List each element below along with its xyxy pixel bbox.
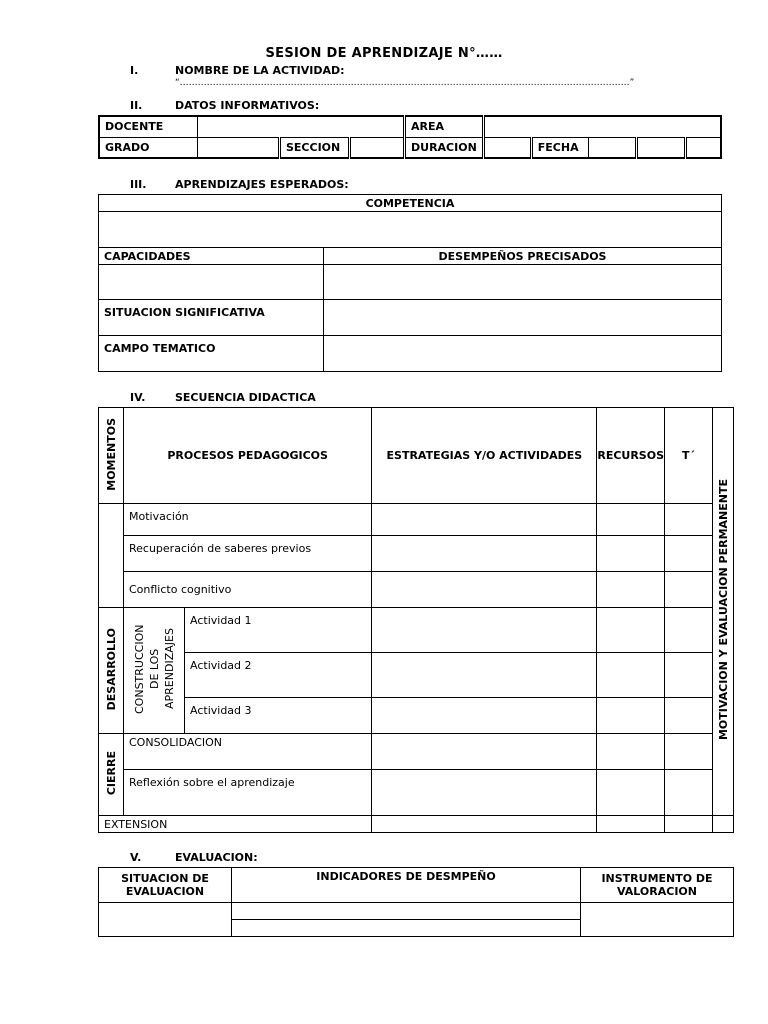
cell[interactable] [665, 536, 713, 572]
momentos-header: MOMENTOS [104, 417, 118, 491]
duracion-label: DURACION [405, 137, 484, 158]
cell[interactable] [665, 504, 713, 536]
cell[interactable] [372, 608, 597, 653]
section-1-label: NOMBRE DE LA ACTIVIDAD: [175, 64, 345, 77]
cell[interactable] [597, 698, 665, 734]
recursos-header: RECURSOS [597, 408, 665, 504]
section-2-number: II. [130, 99, 143, 112]
cell[interactable] [372, 734, 597, 770]
cell[interactable] [665, 770, 713, 816]
desarrollo-cell [99, 608, 124, 734]
actividad-1: Actividad 1 [185, 608, 372, 653]
evaluacion-table [98, 867, 734, 937]
capacidades-header: CAPACIDADES [99, 248, 324, 265]
motivacion-evaluacion-label: MOTIVACION Y EVALUACION PERMANENTE [716, 479, 730, 741]
situacion-value[interactable] [324, 300, 722, 336]
indicadores-header: INDICADORES DE DESMPEÑO [232, 868, 581, 903]
cell[interactable] [372, 698, 597, 734]
fecha-label: FECHA [531, 137, 588, 158]
secuencia-table [98, 407, 734, 833]
inicio-item-2: Recuperación de saberes previos [124, 536, 372, 572]
indicador-1[interactable] [232, 903, 581, 920]
cell[interactable] [597, 504, 665, 536]
cell[interactable] [372, 816, 597, 833]
capacidades-value[interactable] [99, 265, 324, 300]
cell[interactable] [597, 653, 665, 698]
procesos-header: PROCESOS PEDAGOGICOS [124, 408, 372, 504]
motivacion-evaluacion-cell [713, 408, 734, 816]
campo-value[interactable] [324, 336, 722, 372]
docente-label: DOCENTE [99, 116, 198, 137]
section-4-label: SECUENCIA DIDACTICA [175, 391, 316, 404]
docente-value[interactable] [198, 116, 405, 137]
cell[interactable] [372, 572, 597, 608]
actividad-2: Actividad 2 [185, 653, 372, 698]
grado-value[interactable] [198, 137, 280, 158]
activity-name-blank: “……………………………………………………………………………………………………………………………………” [175, 78, 635, 88]
cell[interactable] [597, 734, 665, 770]
cell[interactable] [597, 816, 665, 833]
situacion-label: SITUACION SIGNIFICATIVA [99, 300, 324, 336]
section-2-label: DATOS INFORMATIVOS: [175, 99, 320, 112]
tiempo-header: T´ [665, 408, 713, 504]
competencia-header: COMPETENCIA [99, 195, 722, 212]
inicio-moment-cell [99, 504, 124, 608]
area-label: AREA [405, 116, 484, 137]
momentos-header-cell [99, 408, 124, 504]
section-3-label: APRENDIZAJES ESPERADOS: [175, 178, 349, 191]
cell[interactable] [665, 734, 713, 770]
extension-label: EXTENSION [99, 816, 372, 833]
competencia-value[interactable] [99, 212, 722, 248]
consolidacion-item: CONSOLIDACION [124, 734, 372, 770]
indicador-2[interactable] [232, 920, 581, 937]
desempenos-value[interactable] [324, 265, 722, 300]
cell[interactable] [665, 816, 713, 833]
desempenos-header: DESEMPEÑOS PRECISADOS [324, 248, 722, 265]
cell[interactable] [597, 608, 665, 653]
cell[interactable] [665, 698, 713, 734]
inicio-item-3: Conflicto cognitivo [124, 572, 372, 608]
instrumento-header: INSTRUMENTO DE VALORACION [581, 868, 734, 903]
reflexion-item: Reflexión sobre el aprendizaje [124, 770, 372, 816]
cell[interactable] [372, 504, 597, 536]
construccion-cell [124, 608, 185, 734]
duracion-value[interactable] [483, 137, 531, 158]
cell[interactable] [665, 572, 713, 608]
desarrollo-label: DESARROLLO [104, 627, 118, 711]
aprendizajes-table [98, 194, 722, 372]
section-4-number: IV. [130, 391, 146, 404]
seccion-label: SECCION [280, 137, 350, 158]
cell[interactable] [597, 770, 665, 816]
area-value[interactable] [483, 116, 721, 137]
page-title: SESION DE APRENDIZAJE N°…… [265, 46, 503, 61]
cell[interactable] [713, 816, 734, 833]
inicio-item-1: Motivación [124, 504, 372, 536]
cell[interactable] [372, 770, 597, 816]
fecha-year[interactable] [685, 137, 721, 158]
campo-label: CAMPO TEMATICO [99, 336, 324, 372]
grado-label: GRADO [99, 137, 198, 158]
situacion-evaluacion-header: SITUACION DE EVALUACION [99, 868, 232, 903]
cierre-cell [99, 734, 124, 816]
estrategias-header: ESTRATEGIAS Y/O ACTIVIDADES [372, 408, 597, 504]
construccion-label: CONSTRUCCION DE LOS APRENDIZAJES [132, 624, 176, 714]
cell[interactable] [665, 608, 713, 653]
seccion-value[interactable] [350, 137, 405, 158]
situacion-evaluacion-value[interactable] [99, 903, 232, 937]
section-5-label: EVALUACION: [175, 851, 258, 864]
cell[interactable] [665, 653, 713, 698]
instrumento-value[interactable] [581, 903, 734, 937]
section-3-number: III. [130, 178, 147, 191]
datos-table [98, 115, 722, 159]
section-1-number: I. [130, 64, 139, 77]
section-5-number: V. [130, 851, 142, 864]
fecha-month[interactable] [636, 137, 685, 158]
cell[interactable] [372, 653, 597, 698]
actividad-3: Actividad 3 [185, 698, 372, 734]
fecha-day[interactable] [588, 137, 636, 158]
cell[interactable] [372, 536, 597, 572]
cell[interactable] [597, 572, 665, 608]
cierre-label: CIERRE [104, 750, 118, 796]
cell[interactable] [597, 536, 665, 572]
